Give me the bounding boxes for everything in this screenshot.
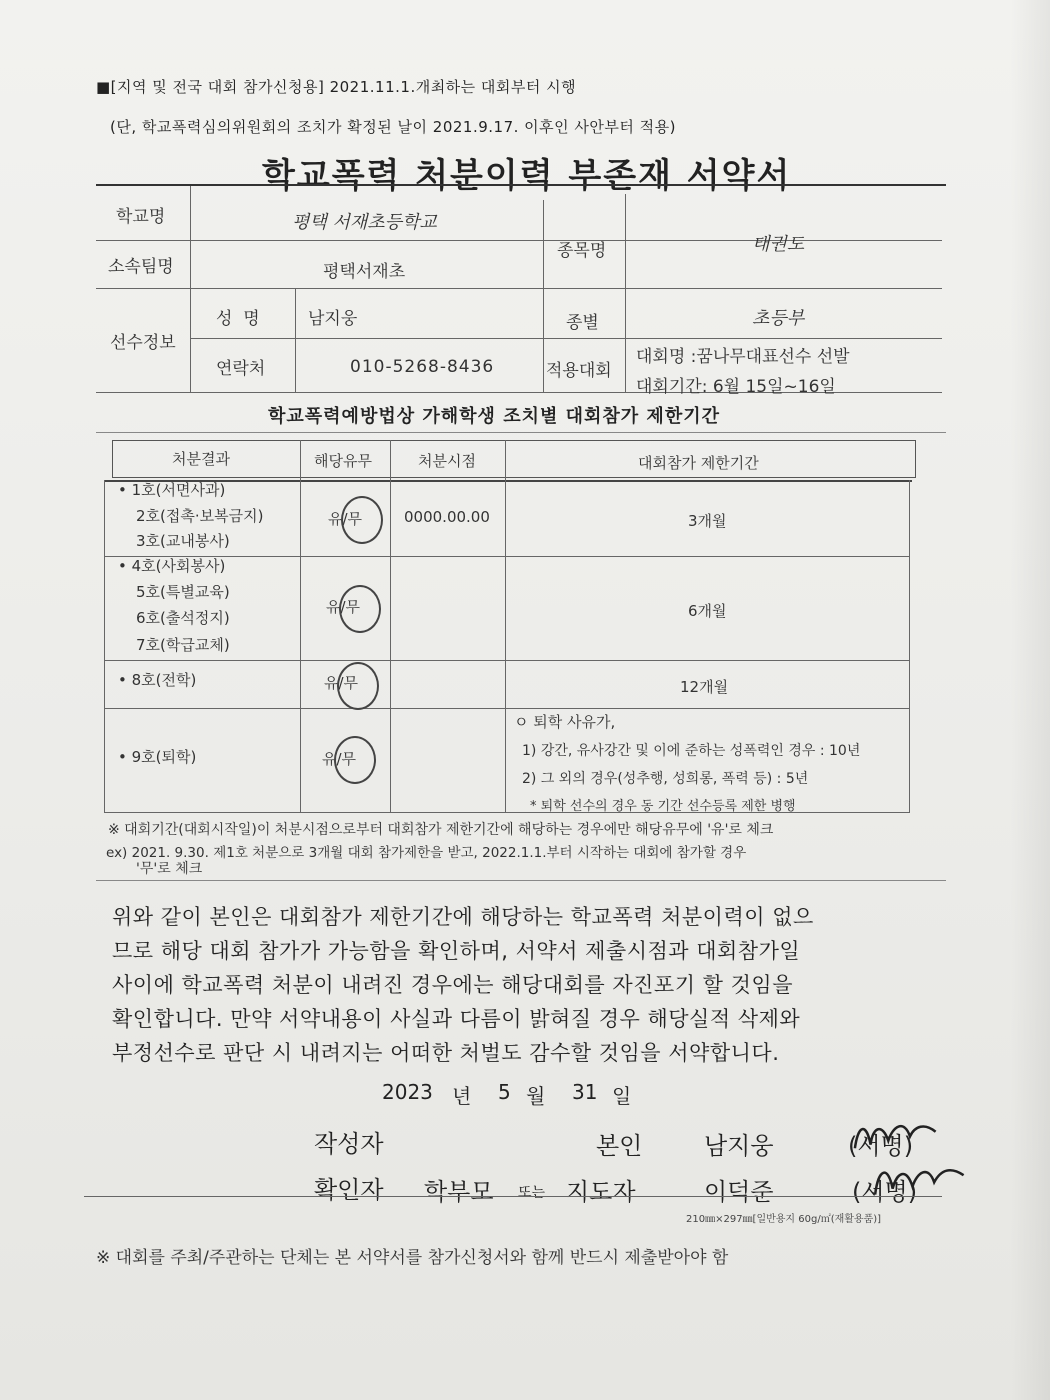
checked-circle-mark (341, 496, 383, 544)
info-row-line (96, 288, 942, 289)
signature-rule (84, 1196, 942, 1197)
pledge-line: 므로 해당 대회 참가가 가능함을 확인하며, 서약서 제출시점과 대회참가일 (112, 939, 801, 963)
info-row-line (96, 240, 942, 241)
name-label: 성 명 (216, 309, 260, 329)
info-col-line (625, 194, 626, 392)
event-value: 태권도 (752, 234, 805, 255)
confirmer-or: 또는 (518, 1185, 546, 1201)
measures-col (300, 440, 301, 812)
measure-date: 0000.00.00 (404, 508, 490, 526)
measures-line (104, 660, 910, 661)
player-info-label: 선수정보 (110, 333, 176, 353)
footer-note: ※ 대회를 주최/주관하는 단체는 본 서약서를 참가신청서와 함께 반드시 제출받아야 함 (96, 1248, 729, 1268)
checked-circle-mark (339, 585, 381, 633)
note-2: ex) 2021. 9.30. 제1호 처분으로 3개월 대회 참가제한을 받고, 2022.1.1.부터 시작하는 대회에 참가할 경우 (106, 845, 747, 861)
measure-item: • 8호(전학) (118, 671, 197, 689)
note-3: '무'로 체크 (136, 861, 203, 877)
expulsion-note: 1) 강간, 유사강간 및 이에 준하는 성폭력인 경우 : 10년 (522, 743, 861, 759)
division-label: 종별 (566, 313, 599, 333)
col-header-applicable: 해당유무 (314, 452, 372, 470)
date-month: 5 (498, 1080, 511, 1104)
measure-item: • 4호(사회봉사) (118, 557, 226, 575)
date-year-unit: 년 (452, 1084, 472, 1108)
contact-value: 010-5268-8436 (350, 357, 495, 377)
pledge-line: 확인합니다. 만약 서약내용이 사실과 다름이 밝혀질 경우 해당실적 삭제와 (112, 1007, 801, 1031)
col-header-date: 처분시점 (418, 452, 476, 470)
info-col-line (543, 200, 544, 392)
measures-col (909, 480, 910, 812)
date-year: 2023 (382, 1080, 433, 1104)
document-title: 학교폭력 처분이력 부존재 서약서 (262, 156, 792, 196)
measure-limit: 6개월 (688, 602, 727, 620)
section-title: 학교폭력예방법상 가해학생 조치별 대회참가 제한기간 (268, 406, 720, 427)
expulsion-note: ㅇ 퇴학 사유가, (514, 713, 616, 731)
confirmer-name: 이덕준 (704, 1178, 774, 1206)
measure-item: 7호(학급교체) (136, 636, 230, 654)
event-label: 종목명 (557, 241, 607, 261)
competition-period: 대회기간: 6월 15일~16일 (636, 377, 836, 397)
header-line-1: ■[지역 및 전국 대회 참가신청용] 2021.11.1.개최하는 대회부터 시행 (96, 78, 577, 96)
measure-item: 5호(특별교육) (136, 583, 230, 601)
pledge-line: 부정선수로 판단 시 내려지는 어떠한 처벌도 감수할 것임을 서약합니다. (112, 1041, 780, 1065)
applicable-yesno: 유/무 (328, 510, 363, 528)
writer-label: 작성자 (314, 1130, 384, 1158)
competition-label: 적용대회 (546, 361, 612, 381)
checked-circle-mark (337, 662, 379, 710)
pledge-line: 사이에 학교폭력 처분이 내려진 경우에는 해당대회를 자진포기 할 것임을 (112, 973, 793, 997)
header-line-2: (단, 학교폭력심의위원회의 조치가 확정된 날이 2021.9.17. 이후인 사안부터 적용) (110, 118, 676, 136)
applicable-yesno: 유/무 (324, 674, 359, 692)
measure-item: • 1호(서면사과) (118, 481, 226, 499)
col-header-result: 처분결과 (172, 450, 230, 468)
school-label: 학교명 (116, 207, 166, 227)
date-day-unit: 일 (612, 1084, 632, 1108)
applicable-yesno: 유/무 (322, 750, 357, 768)
division-value: 초등부 (752, 308, 805, 329)
measures-col (390, 440, 391, 812)
expulsion-note: * 퇴학 선수의 경우 동 기간 선수등록 제한 병행 (530, 799, 796, 814)
competition-name: 대회명 :꿈나무대표선수 선발 (636, 347, 850, 367)
writer-sign-label: (서명) (848, 1132, 914, 1160)
measures-header-box (112, 440, 916, 478)
measures-col (505, 440, 506, 812)
title-underline (96, 184, 946, 186)
confirmer-sign-label: (서명) (852, 1178, 918, 1206)
measure-limit: 12개월 (680, 678, 729, 696)
info-row-line (190, 338, 942, 339)
measure-item: 3호(교내봉사) (136, 532, 230, 550)
checked-circle-mark (334, 736, 376, 784)
info-col-line (295, 288, 296, 392)
measure-item: 6호(출석정지) (136, 609, 230, 627)
writer-role: 본인 (596, 1132, 643, 1160)
confirmer-role-parent: 학부모 (424, 1178, 494, 1206)
date-day: 31 (572, 1080, 598, 1104)
info-col-line (190, 186, 191, 392)
confirmer-label: 확인자 (314, 1176, 384, 1204)
school-value: 평택 서재초등학교 (292, 212, 437, 233)
measure-item: 2호(접촉·보복금지) (136, 507, 264, 525)
measures-col (104, 480, 105, 812)
contact-label: 연락처 (216, 359, 266, 379)
paper-spec: 210㎜×297㎜[일반용지 60g/㎡(재활용품)] (686, 1214, 882, 1225)
date-month-unit: 월 (526, 1084, 546, 1108)
team-label: 소속팀명 (108, 257, 174, 277)
confirmer-role-coach: 지도자 (566, 1178, 636, 1206)
note-1: ※ 대회기간(대회시작일)이 처분시점으로부터 대회참가 제한기간에 해당하는 경우에만 해당유무에 '유'로 체크 (108, 822, 774, 838)
section-rule (96, 432, 946, 433)
team-value: 평택서재초 (323, 262, 406, 282)
pledge-line: 위와 같이 본인은 대회참가 제한기간에 해당하는 학교폭력 처분이력이 없으 (112, 905, 814, 929)
confirmer-signature-mark (866, 1151, 971, 1212)
expulsion-note: 2) 그 외의 경우(성추행, 성희롱, 폭력 등) : 5년 (522, 771, 809, 787)
paper-edge-shadow (1010, 0, 1050, 1400)
notes-rule (96, 880, 946, 881)
writer-name: 남지웅 (704, 1132, 774, 1160)
measure-limit: 3개월 (688, 512, 727, 530)
applicable-yesno: 유/무 (326, 598, 361, 616)
measure-item: • 9호(퇴학) (118, 748, 197, 766)
measures-line (104, 708, 910, 709)
col-header-limit: 대회참가 제한기간 (638, 454, 759, 472)
name-value: 남지웅 (308, 309, 358, 329)
